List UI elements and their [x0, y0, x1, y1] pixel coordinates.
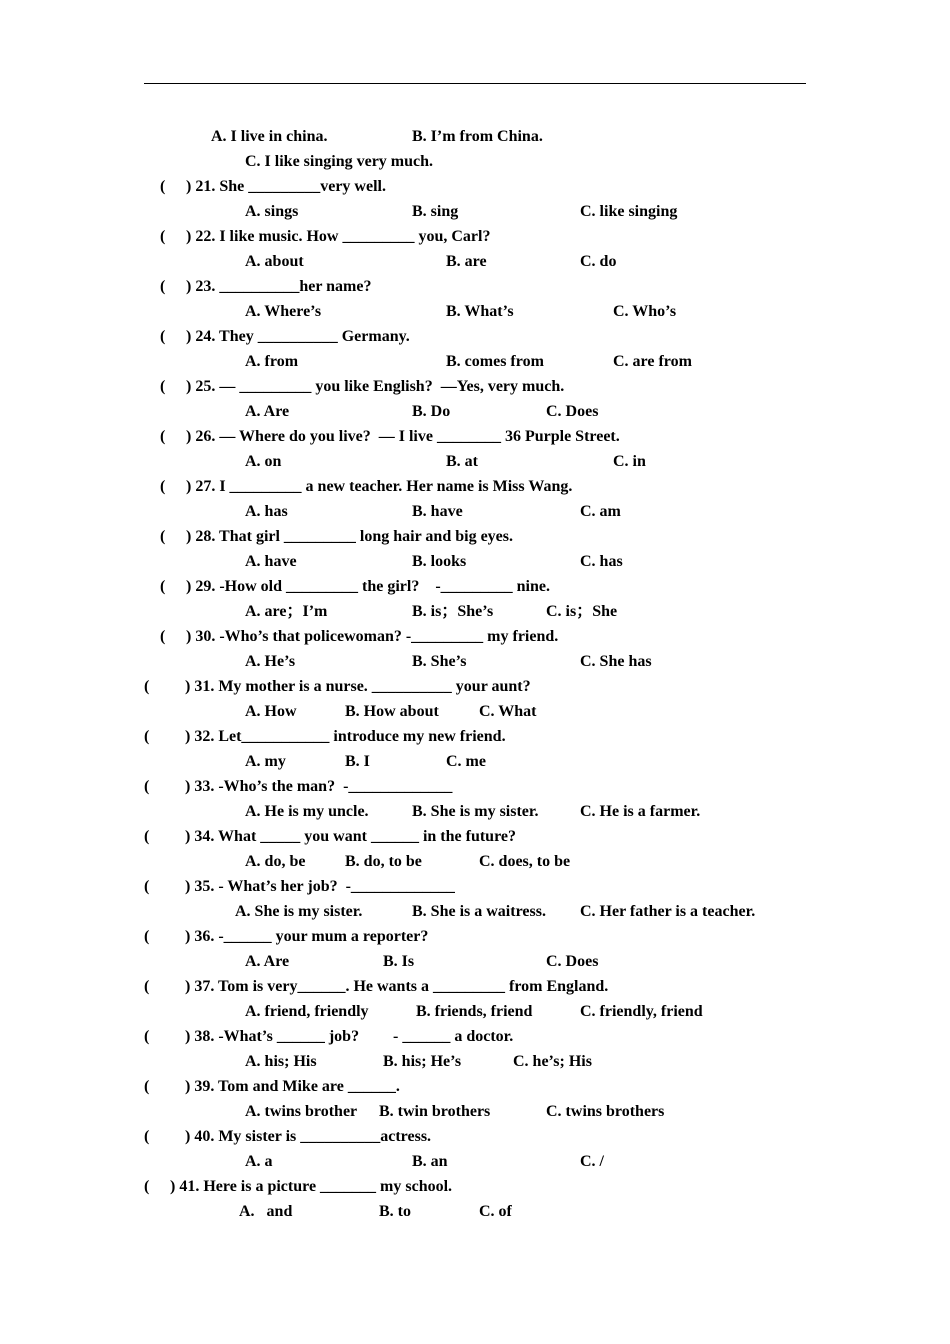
question-text: ) 22. I like music. How _________ you, Carl? — [186, 228, 491, 245]
option-text: A. friend, friendly — [245, 1003, 369, 1020]
answer-bracket: ( — [144, 878, 150, 895]
option-text: A. my — [245, 753, 286, 770]
option-text: A. from — [245, 353, 299, 370]
option-text: B. She is a waitress. — [412, 903, 546, 920]
option-text: A. his; His — [245, 1053, 317, 1070]
question-text: ) 28. That girl _________ long hair and big eyes. — [186, 528, 513, 545]
option-text: B. How about — [345, 703, 439, 720]
question-text: ) 36. -______ your mum a reporter? — [185, 928, 429, 945]
option-text: C. do — [580, 253, 617, 270]
option-text: B. looks — [412, 553, 467, 570]
answer-bracket: ( — [144, 1078, 150, 1095]
option-text: C. Her father is a teacher. — [580, 903, 756, 920]
answer-bracket: ( — [144, 1178, 150, 1195]
option-text: B. friends, friend — [416, 1003, 533, 1020]
option-text: C. He is a farmer. — [580, 803, 701, 820]
answer-bracket: ( — [160, 378, 166, 395]
option-text: A. has — [245, 503, 288, 520]
option-text: B. do, to be — [345, 853, 422, 870]
option-text: C. has — [580, 553, 623, 570]
question-text: ) 26. — Where do you live? — I live ________ 36 Purple Street. — [186, 428, 620, 445]
option-text: B. is；She’s — [412, 603, 494, 620]
question-text: ) 34. What _____ you want ______ in the future? — [185, 828, 516, 845]
option-text: B. twin brothers — [379, 1103, 491, 1120]
option-text: C. Does — [546, 953, 599, 970]
answer-bracket: ( — [144, 678, 150, 695]
question-text: ) 38. -What’s ______ job? — [185, 1028, 360, 1045]
option-text: B. have — [412, 503, 463, 520]
question-text: ) 27. I _________ a new teacher. Her name is Miss Wang. — [186, 478, 573, 495]
option-text: A. are；I’m — [245, 603, 328, 620]
question-text: ) 39. Tom and Mike are ______. — [185, 1078, 400, 1095]
option-text: B. to — [379, 1203, 411, 1220]
option-text: B. I — [345, 753, 370, 770]
question-text: ) 24. They __________ Germany. — [186, 328, 410, 345]
answer-bracket: ( — [160, 278, 166, 295]
option-text: C. Does — [546, 403, 599, 420]
answer-bracket: ( — [160, 328, 166, 345]
option-text: B. at — [446, 453, 478, 470]
question-text: ) 40. My sister is __________actress. — [185, 1128, 432, 1145]
question-text: ) 32. Let___________ introduce my new friend. — [185, 728, 506, 745]
answer-bracket: ( — [160, 178, 166, 195]
option-text: B. She is my sister. — [412, 803, 539, 820]
option-text: B. She’s — [412, 653, 467, 670]
option-text: A. I live in china. — [211, 128, 328, 145]
answer-bracket: ( — [144, 828, 150, 845]
option-text: A. have — [245, 553, 297, 570]
question-text: ) 31. My mother is a nurse. __________ your aunt? — [185, 678, 531, 695]
option-text: C. me — [446, 753, 486, 770]
option-text: C. I like singing very much. — [245, 153, 434, 170]
option-text: C. What — [479, 703, 537, 720]
option-text: B. are — [446, 253, 487, 270]
option-text: C. Who’s — [613, 303, 677, 320]
question-text: ) 41. Here is a picture _______ my school. — [170, 1178, 453, 1195]
option-text: A. Are — [245, 953, 290, 970]
answer-bracket: ( — [160, 628, 166, 645]
option-text: A. and — [239, 1203, 293, 1220]
question-text: ) 35. - What’s her job? -_____________ — [185, 878, 455, 895]
answer-bracket: ( — [160, 478, 166, 495]
option-text: A. He’s — [245, 653, 296, 670]
option-text: B. What’s — [446, 303, 514, 320]
option-text: C. does, to be — [479, 853, 571, 870]
option-text: C. he’s; His — [513, 1053, 592, 1070]
option-text: A. sings — [245, 203, 299, 220]
option-text: A. a — [245, 1153, 273, 1170]
option-text: C. am — [580, 503, 621, 520]
option-text: A. She is my sister. — [235, 903, 363, 920]
option-text: B. his; He’s — [383, 1053, 462, 1070]
question-text: ) 30. -Who’s that policewoman? -_________ my friend. — [186, 628, 559, 645]
answer-bracket: ( — [160, 528, 166, 545]
answer-bracket: ( — [160, 228, 166, 245]
option-text: A. Where’s — [245, 303, 322, 320]
header-rule — [144, 83, 806, 84]
option-text: B. sing — [412, 203, 459, 220]
option-text: C. / — [580, 1153, 604, 1170]
option-text: A. He is my uncle. — [245, 803, 369, 820]
option-text: A. How — [245, 703, 297, 720]
answer-bracket: ( — [144, 728, 150, 745]
option-text: C. in — [613, 453, 646, 470]
answer-bracket: ( — [160, 428, 166, 445]
answer-bracket: ( — [144, 778, 150, 795]
option-text: C. are from — [613, 353, 692, 370]
question-text: ) 21. She _________very well. — [186, 178, 386, 195]
option-text: C. is；She — [546, 603, 618, 620]
option-text: C. of — [479, 1203, 512, 1220]
answer-bracket: ( — [144, 1128, 150, 1145]
option-text: B. an — [412, 1153, 448, 1170]
answer-bracket: ( — [160, 578, 166, 595]
question-text: ) 29. -How old _________ the girl? -_________ nine. — [186, 578, 550, 595]
option-text: B. Do — [412, 403, 451, 420]
question-text: ) 23. __________her name? — [186, 278, 372, 295]
question-text: - ______ a doctor. — [393, 1028, 514, 1045]
question-text: ) 33. -Who’s the man? -_____________ — [185, 778, 453, 795]
option-text: C. friendly, friend — [580, 1003, 703, 1020]
answer-bracket: ( — [144, 978, 150, 995]
option-text: A. about — [245, 253, 304, 270]
option-text: A. do, be — [245, 853, 306, 870]
option-text: B. Is — [383, 953, 415, 970]
option-text: A. twins brother — [245, 1103, 358, 1120]
option-text: C. She has — [580, 653, 652, 670]
option-text: A. on — [245, 453, 282, 470]
option-text: B. I’m from China. — [412, 128, 543, 145]
question-text: ) 37. Tom is very______. He wants a _________ from England. — [185, 978, 609, 995]
answer-bracket: ( — [144, 928, 150, 945]
option-text: C. twins brothers — [546, 1103, 665, 1120]
answer-bracket: ( — [144, 1028, 150, 1045]
option-text: B. comes from — [446, 353, 544, 370]
option-text: A. Are — [245, 403, 290, 420]
option-text: C. like singing — [580, 203, 678, 220]
question-text: ) 25. — _________ you like English? —Yes, very much. — [186, 378, 565, 395]
